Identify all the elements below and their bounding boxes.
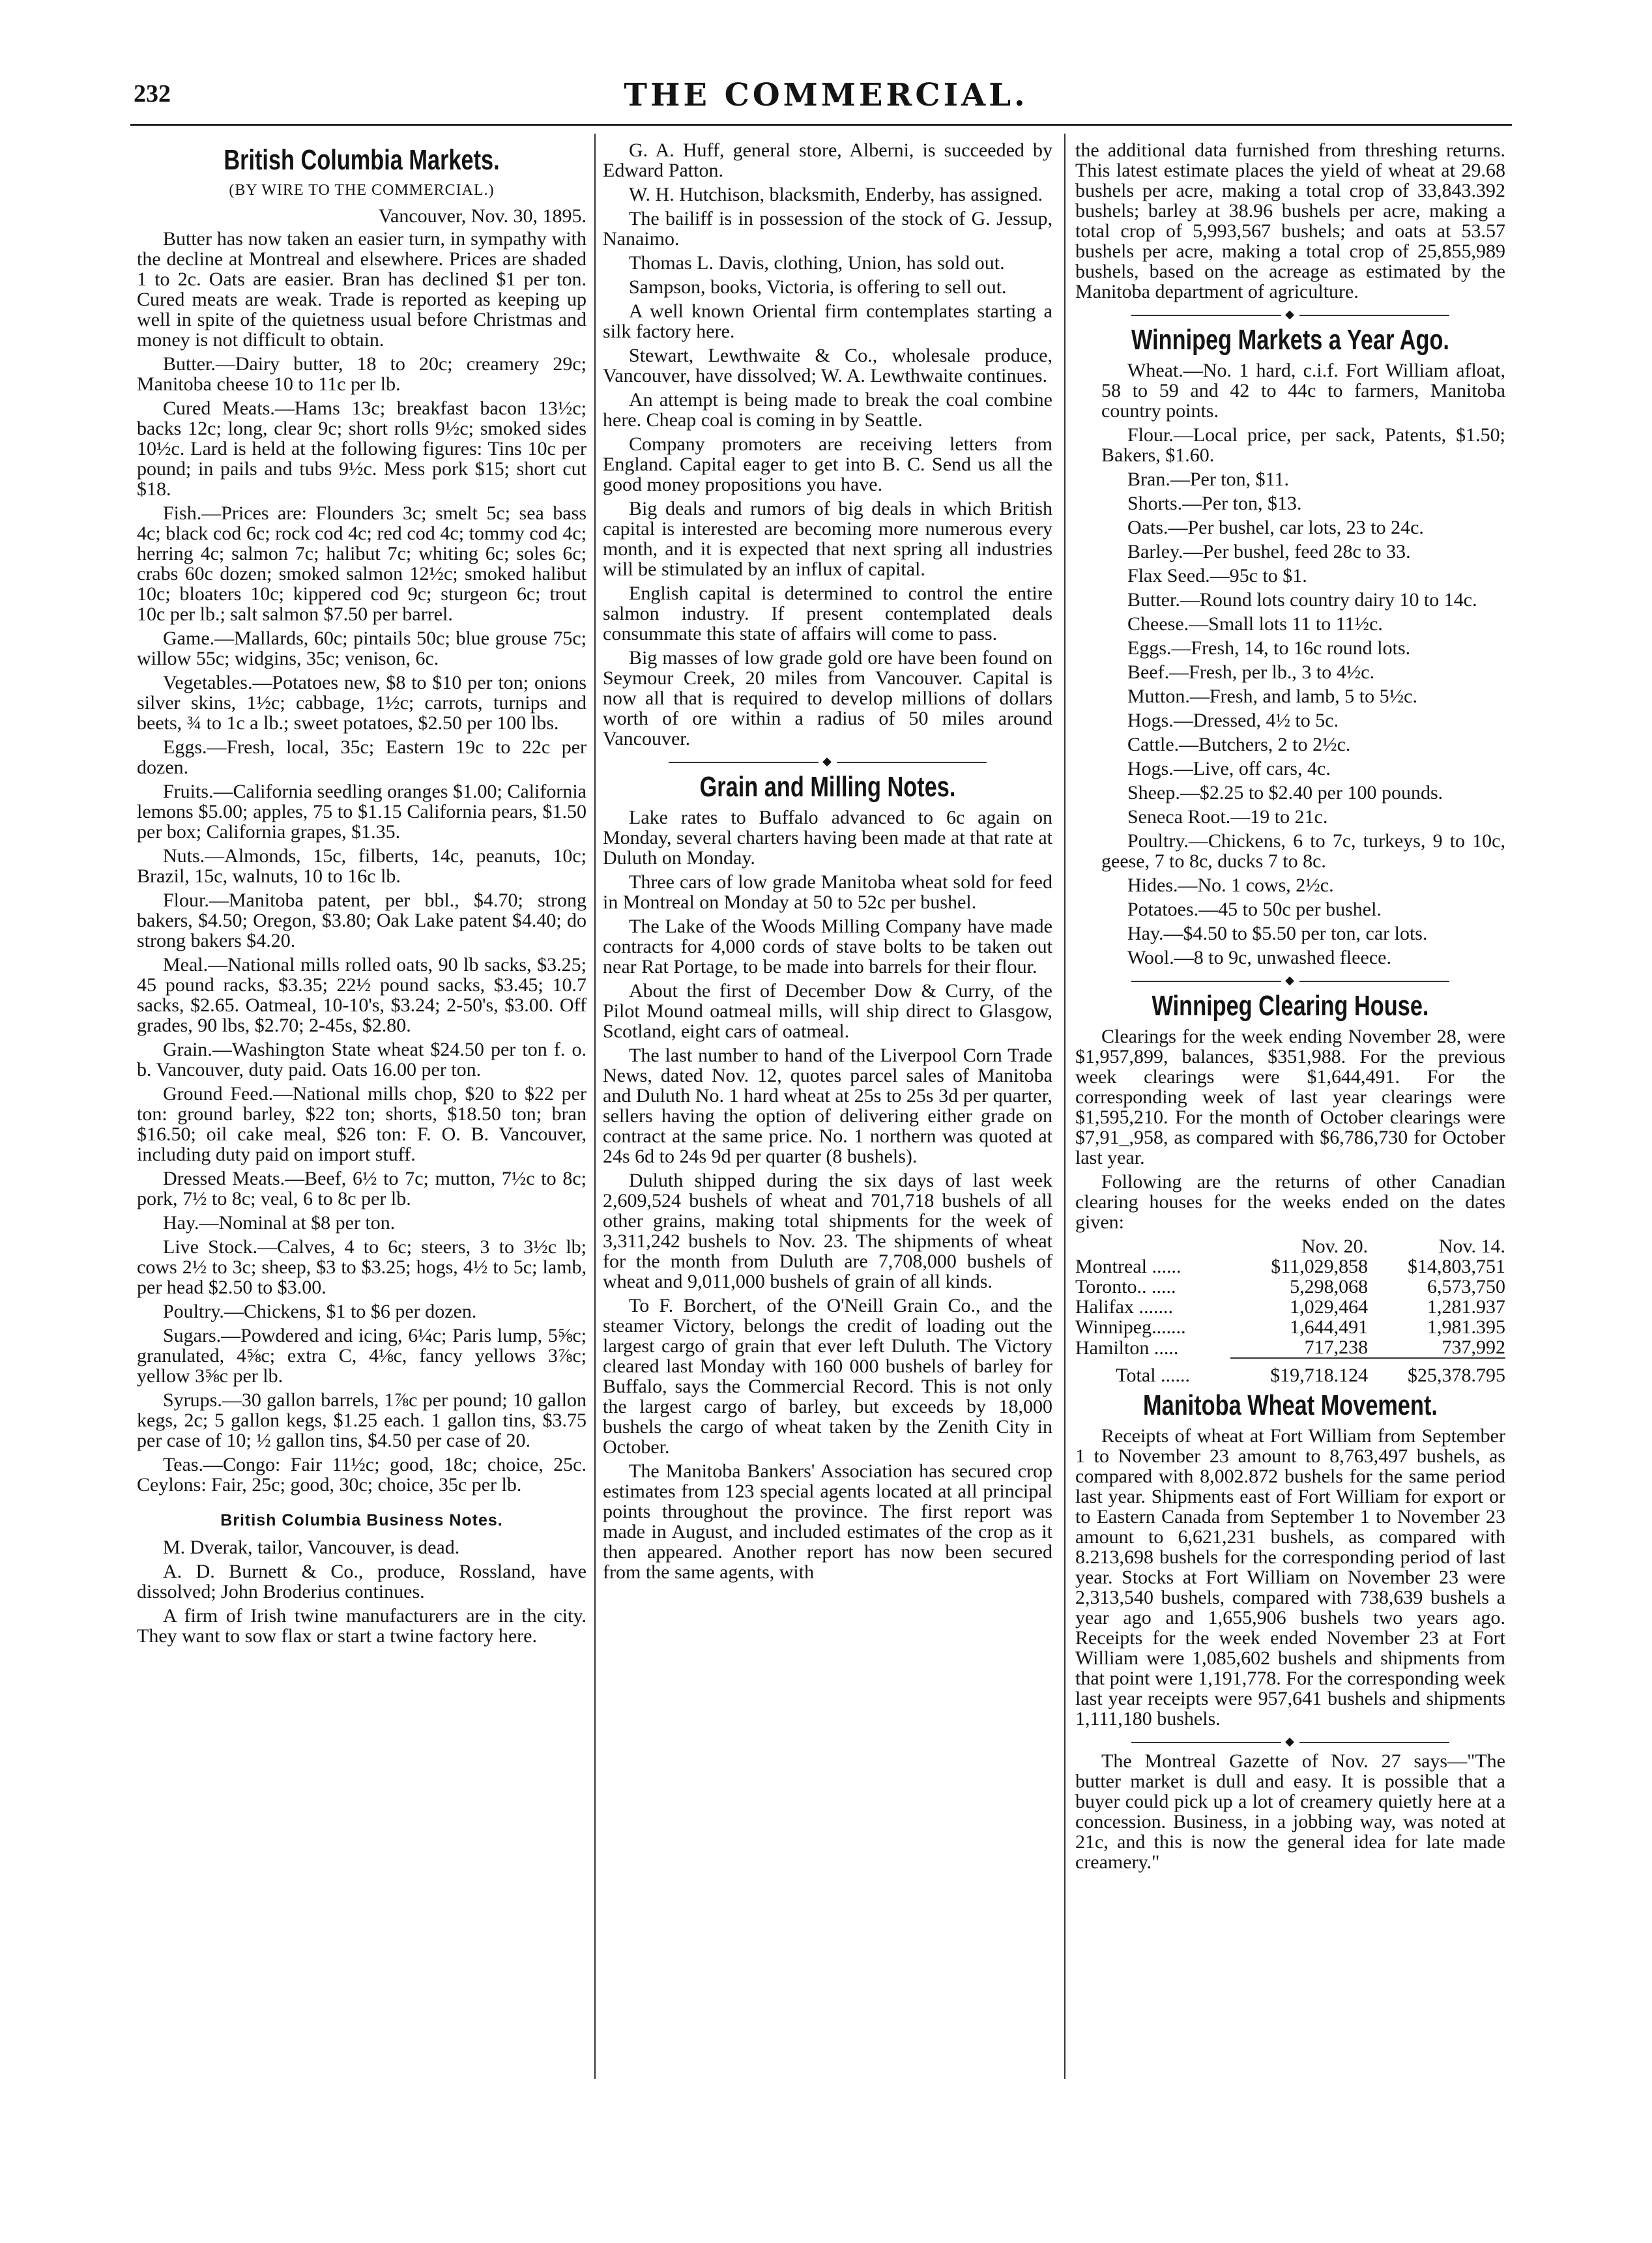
bc-market-paragraph: Live Stock.—Calves, 4 to 6c; steers, 3 to 3½c lb; cows 2½ to 3c; sheep, $3 to $3.25; hogs, 4½ to 5c; lamb, per head $2.50 to $3.00. [137,1236,587,1298]
value-cell: 1,281.937 [1427,1296,1505,1318]
bc-market-paragraph: Nuts.—Almonds, 15c, filberts, 14c, peanuts, 10c; Brazil, 15c, walnuts, 10 to 16c lb. [137,845,587,887]
grain-note: The last number to hand of the Liverpool Corn Trade News, dated Nov. 12, quotes parcel sales of Manitoba and Duluth No. 1 hard wheat at 25s to 25s 3d per quarter, sellers having the option of delivering either grade on contract at the same price. No. 1 northern was quoted at 24s 6d to 24s 9d per quarter (8 bushels). [603,1045,1052,1167]
section-separator: ◆ [1075,308,1505,320]
year-ago-item: Cattle.—Butchers, 2 to 2½c. [1127,734,1351,755]
table-row [1075,1277,1505,1297]
year-ago-item: Hogs.—Live, off cars, 4c. [1127,758,1331,779]
bc-markets-title: British Columbia Markets. [224,144,500,176]
grain-note: To F. Borchert, of the O'Neill Grain Co., and the steamer Victory, belongs the credit of loading out the largest cargo of grain that ever left Duluth. The Victory cleared last Monday with 160 000 bushels of barley for Buffalo, says the Commercial Record. This is not only the largest cargo of barley, but exceeds by 18,000 bushels the cargo of wheat taken by the Zenith City in October. [603,1295,1052,1458]
city-cell: Winnipeg....... [1075,1316,1186,1338]
business-note: An attempt is being made to break the coal combine here. Cheap coal is coming in by Seattle. [603,389,1052,431]
year-ago-item: Flour.—Local price, per sack, Patents, $1.50; Bakers, $1.60. [1101,424,1505,466]
year-ago-item: Hay.—$4.50 to $5.50 per ton, car lots. [1127,923,1428,944]
value-cell: 5,298,068 [1290,1276,1369,1297]
bc-market-paragraph: Poultry.—Chickens, $1 to $6 per dozen. [163,1301,477,1322]
bc-market-paragraph: Dressed Meats.—Beef, 6½ to 7c; mutton, 7½c to 8c; pork, 7½ to 8c; veal, 6 to 8c per lb. [137,1168,587,1209]
table-row [1075,1337,1505,1358]
bc-market-paragraph: Butter.—Dairy butter, 18 to 20c; creamery 29c; Manitoba cheese 10 to 11c per lb. [137,353,587,395]
bc-market-paragraph: Fruits.—California seedling oranges $1.00; California lemons $5.00; apples, 75 to $1.15 California pears, $1.50 per box; California grapes, $1.35. [137,781,587,843]
year-ago-item: Oats.—Per bushel, car lots, 23 to 24c. [1127,517,1424,538]
bc-market-paragraph: Ground Feed.—National mills chop, $20 to $22 per ton: ground barley, $22 ton; shorts, $18.50 ton; bran $16.50; oil cake meal, $26 ton: F. O. B. Vancouver, including duty paid on import stuff. [137,1083,587,1165]
column-3 [1075,140,1505,1876]
section-separator: ◆ [1075,974,1505,986]
column-1 [137,140,587,1650]
year-ago-item: Hogs.—Dressed, 4½ to 5c. [1127,710,1339,731]
year-ago-item: Eggs.—Fresh, 14, to 16c round lots. [1127,637,1411,659]
year-ago-item: Seneca Root.—19 to 21c. [1127,806,1328,828]
city-cell: Halifax ....... [1075,1296,1173,1318]
bc-market-paragraph: Sugars.—Powdered and icing, 6¼c; Paris lump, 5⅝c; granulated, 4⅝c; extra C, 4⅛c, fancy yellows 3⅞c; yellow 3⅝c per lb. [137,1325,587,1387]
year-ago-item: Potatoes.—45 to 50c per bushel. [1127,899,1382,920]
business-note: A well known Oriental firm contemplates starting a silk factory here. [603,300,1052,342]
bc-markets-byline: (BY WIRE TO THE COMMERCIAL.) [229,182,495,199]
value-cell: 1,644,491 [1290,1316,1369,1338]
header-rule [130,124,1512,126]
grain-note: About the first of December Dow & Curry, of the Pilot Mound oatmeal mills, will ship direct to Glasgow, Scotland, eight cars of oatmeal. [603,980,1052,1042]
city-cell: Montreal ...... [1075,1256,1181,1277]
value-cell: 737,992 [1368,1337,1505,1358]
bc-market-paragraph: Cured Meats.—Hams 13c; breakfast bacon 13½c; backs 12c; long, clear 9c; short rolls 9½c; smoked sides 10½c. Lard is held at the following figures: Tins 10c per pound; in pails and tubs 9½c. Mess pork $15; short cut $18. [137,398,587,500]
business-note: A. D. Burnett & Co., produce, Rossland, have dissolved; John Broderius continues. [137,1561,587,1602]
business-note: Thomas L. Davis, clothing, Union, has sold out. [629,252,1005,274]
total-row [1075,1358,1505,1385]
year-ago-item: Mutton.—Fresh, and lamb, 5 to 5½c. [1127,686,1417,707]
city-cell: Hamilton ..... [1075,1337,1179,1359]
year-ago-item: Poultry.—Chickens, 6 to 7c, turkeys, 9 to 10c, geese, 7 to 8c, ducks 7 to 8c. [1101,830,1505,872]
year-ago-item: Wheat.—No. 1 hard, c.i.f. Fort William afloat, 58 to 59 and 42 to 44c to farmers, Manitoba country points. [1101,360,1505,422]
total-label: Total ...... [1116,1364,1191,1386]
year-ago-title: Winnipeg Markets a Year Ago. [1131,324,1449,356]
bc-market-paragraph: Game.—Mallards, 60c; pintails 50c; blue grouse 75c; willow 55c; widgins, 35c; venison, 6c. [137,628,587,669]
column-header: Nov. 14. [1438,1236,1505,1257]
year-ago-item: Sheep.—$2.25 to $2.40 per 100 pounds. [1127,782,1443,803]
year-ago-item: Barley.—Per bushel, feed 28c to 33. [1127,541,1411,562]
business-note: Company promoters are receiving letters from England. Capital eager to get into B. C. Send us all the good money propositions you have. [603,433,1052,495]
crop-estimate-continued: the additional data furnished from threshing returns. This latest estimate places the yield of wheat at 29.68 bushels per acre, making a total crop of 33,843.392 bushels; barley at 38.96 bushels per acre, making a total crop of 5,993,567 bushels; and oats at 53.57 bushels per acre, making a total crop of 25,855,989 bushels, based on the acreage as estimated by the Manitoba department of agriculture. [1075,139,1505,302]
year-ago-item: Hides.—No. 1 cows, 2½c. [1127,875,1334,896]
table-row [1075,1297,1505,1317]
clearing-table [1075,1236,1505,1385]
year-ago-item: Butter.—Round lots country dairy 10 to 14c. [1127,589,1477,611]
year-ago-item: Flax Seed.—95c to $1. [1127,565,1307,586]
bc-market-paragraph: Syrups.—30 gallon barrels, 1⅞c per pound; 10 gallon kegs, 2c; 5 gallon kegs, $1.25 each. 1 gallon tins, $3.75 per case of 10; ½ gallon tins, $4.50 per case of 20. [137,1389,587,1451]
business-notes-title: British Columbia Business Notes. [220,1511,503,1529]
column-rule-2 [1064,134,1065,2079]
business-note: The bailiff is in possession of the stock of G. Jessup, Nanaimo. [603,208,1052,250]
grain-note: The Lake of the Woods Milling Company have made contracts for 4,000 cords of stave bolts to be taken out near Rat Portage, to be made into barrels for their flour. [603,916,1052,977]
year-ago-item: Wool.—8 to 9c, unwashed fleece. [1127,947,1391,968]
value-cell: 1,981.395 [1427,1316,1505,1338]
bc-market-paragraph: Teas.—Congo: Fair 11½c; good, 18c; choice, 25c. Ceylons: Fair, 25c; good, 30c; choice, 35c per lb. [137,1454,587,1496]
total-value: $19,718.124 [1270,1365,1369,1386]
business-note: Big masses of low grade gold ore have been found on Seymour Creek, 20 miles from Vancouver. Capital is now all that is required to develop millions of dollars worth of ore within a radius of 50 miles around Vancouver. [603,647,1052,749]
value-cell: $14,803,751 [1408,1256,1505,1277]
business-note: Big deals and rumors of big deals in which British capital is interested are becoming more numerous every month, and it is expected that next spring all industries will be stimulated by an influx of capital. [603,498,1052,580]
wheat-movement-paragraph: Receipts of wheat at Fort William from September 1 to November 23 amount to 8,763,497 bushels, as compared with 8,002.872 bushels for the same period last year. Shipments east of Fort William for export or to Eastern Canada from September 1 to November 23 amount to 6,621,231 bushels, as compared with 8.213,698 bushels for the corresponding period of last year. Stocks at Fort William on November 23 were 2,313,540 bushels, compared with 738,639 bushels a year ago and 1,655,906 bushels two years ago. Receipts for the week ended November 23 at Fort William were 1,085,602 bushels and shipments from that point were 1,191,778. For the corresponding week last year receipts were 957,641 bushels and shipments 1,111,180 bushels. [1075,1425,1505,1729]
business-note: M. Dverak, tailor, Vancouver, is dead. [163,1537,460,1558]
bc-market-paragraph: Hay.—Nominal at $8 per ton. [163,1212,396,1234]
column-rule-1 [594,134,596,2079]
business-note: A firm of Irish twine manufacturers are in the city. They want to sow flax or start a twine factory here. [137,1605,587,1647]
grain-note: Three cars of low grade Manitoba wheat sold for feed in Montreal on Monday at 50 to 52c per bushel. [603,871,1052,913]
bc-market-paragraph: Eggs.—Fresh, local, 35c; Eastern 19c to 22c per dozen. [137,736,587,778]
bc-market-paragraph: Grain.—Washington State wheat $24.50 per ton f. o. b. Vancouver, duty paid. Oats 16.00 per ton. [137,1039,587,1080]
clearing-paragraph: Clearings for the week ending November 28, were $1,957,899, balances, $351,988. For the previous week clearings were $1,644,491. For the corresponding week of last year clearings were $1,595,210. For the month of October clearings were $7,91_,958, as compared with $6,786,730 for October last year. [1075,1026,1505,1168]
bc-market-paragraph: Flour.—Manitoba patent, per bbl., $4.70; strong bakers, $4.50; Oregon, $3.80; Oak Lake patent $4.40; do strong bakers $4.20. [137,890,587,951]
clearing-house-title: Winnipeg Clearing House. [1152,990,1429,1022]
value-cell: 717,238 [1230,1337,1368,1358]
value-cell: 1,029,464 [1290,1296,1369,1318]
year-ago-item: Shorts.—Per ton, $13. [1127,493,1302,514]
bc-market-paragraph: Vegetables.—Potatoes new, $8 to $10 per ton; onions silver skins, 1½c; cabbage, 1½c; carrots, turnips and beets, ¾ to 1c a lb.; sweet potatoes, $2.50 per 100 lbs. [137,672,587,734]
year-ago-item: Bran.—Per ton, $11. [1127,469,1290,490]
page-number: 232 [134,80,171,108]
total-value: $25,378.795 [1408,1365,1505,1386]
value-cell: $11,029,858 [1271,1256,1369,1277]
business-note: W. H. Hutchison, blacksmith, Enderby, has assigned. [629,184,1043,205]
business-note: English capital is determined to control the entire salmon industry. If present contemplated deals consummate this state of affairs will come to pass. [603,583,1052,644]
grain-note: The Manitoba Bankers' Association has secured crop estimates from 123 special agents located at all principal points throughout the province. The first report was made in August, and included estimates of the crop as it then appeared. Another report has now been secured from the same agents, with [603,1460,1052,1583]
business-note: Stewart, Lewthwaite & Co., wholesale produce, Vancouver, have dissolved; W. A. Lewthwaite continues. [603,345,1052,386]
table-row [1075,1317,1505,1337]
year-ago-item: Beef.—Fresh, per lb., 3 to 4½c. [1127,661,1375,683]
masthead: THE COMMERCIAL. [624,77,1028,113]
section-separator: ◆ [1075,1735,1505,1747]
section-separator: ◆ [603,755,1052,767]
clearing-header-row [1075,1236,1505,1256]
city-cell: Toronto.. ..... [1075,1276,1176,1297]
table-row [1075,1256,1505,1277]
bc-market-paragraph: Butter has now taken an easier turn, in sympathy with the decline at Montreal and elsewhere. Prices are shaded 1 to 2c. Oats are easier. Bran has declined $1 per ton. Cured meats are weak. Trade is reported as keeping up well in spite of the quietness usual before Christmas and money is not difficult to obtain. [137,228,587,351]
clearing-paragraph: Following are the returns of other Canadian clearing houses for the weeks ended on the dates given: [1075,1171,1505,1233]
wheat-movement-title: Manitoba Wheat Movement. [1143,1389,1438,1421]
column-header: Nov. 20. [1301,1236,1369,1257]
bc-market-paragraph: Meal.—National mills rolled oats, 90 lb sacks, $3.25; 45 pound racks, $3.35; 22½ pound sacks, $3.45; 10.7 sacks, $2.65. Oatmeal, 10-10's, $3.24; 2-50's, $3.00. Off grades, 90 lbs, $2.70; 2-45s, $2.80. [137,954,587,1036]
value-cell: 6,573,750 [1427,1276,1505,1297]
grain-note: Lake rates to Buffalo advanced to 6c again on Monday, several charters having been made at that rate at Duluth on Monday. [603,807,1052,869]
business-note: G. A. Huff, general store, Alberni, is succeeded by Edward Patton. [603,139,1052,181]
bc-markets-dateline: Vancouver, Nov. 30, 1895. [378,205,587,227]
bc-market-paragraph: Fish.—Prices are: Flounders 3c; smelt 5c; sea bass 4c; black cod 6c; rock cod 4c; red cod 4c; tommy cod 4c; herring 4c; salmon 7c; halibut 7c; whiting 6c; soles 6c; crabs 60c dozen; smoked salmon 12½c; smoked halibut 10c; bloaters 10c; kippered cod 9c; sturgeon 6c; trout 10c per lb.; salt salmon $7.50 per barrel. [137,502,587,625]
grain-notes-title: Grain and Milling Notes. [699,771,956,803]
business-note: Sampson, books, Victoria, is offering to sell out. [629,276,1007,298]
column-2 [603,140,1052,1586]
year-ago-item: Cheese.—Small lots 11 to 11½c. [1127,613,1383,635]
grain-note: Duluth shipped during the six days of last week 2,609,524 bushels of wheat and 701,718 bushels of all other grains, making total shipments for the week of 3,311,242 bushels to Nov. 23. The shipments of wheat for the month from Duluth are 7,708,000 bushels of wheat and 9,011,000 bushels of grain of all kinds. [603,1170,1052,1292]
gazette-paragraph: The Montreal Gazette of Nov. 27 says—"The butter market is dull and easy. It is possible that a buyer could pick up a lot of creamery quietly here at a concession. Business, in a jobbing way, was noted at 21c, and this is now the general idea for late made creamery." [1075,1750,1505,1873]
